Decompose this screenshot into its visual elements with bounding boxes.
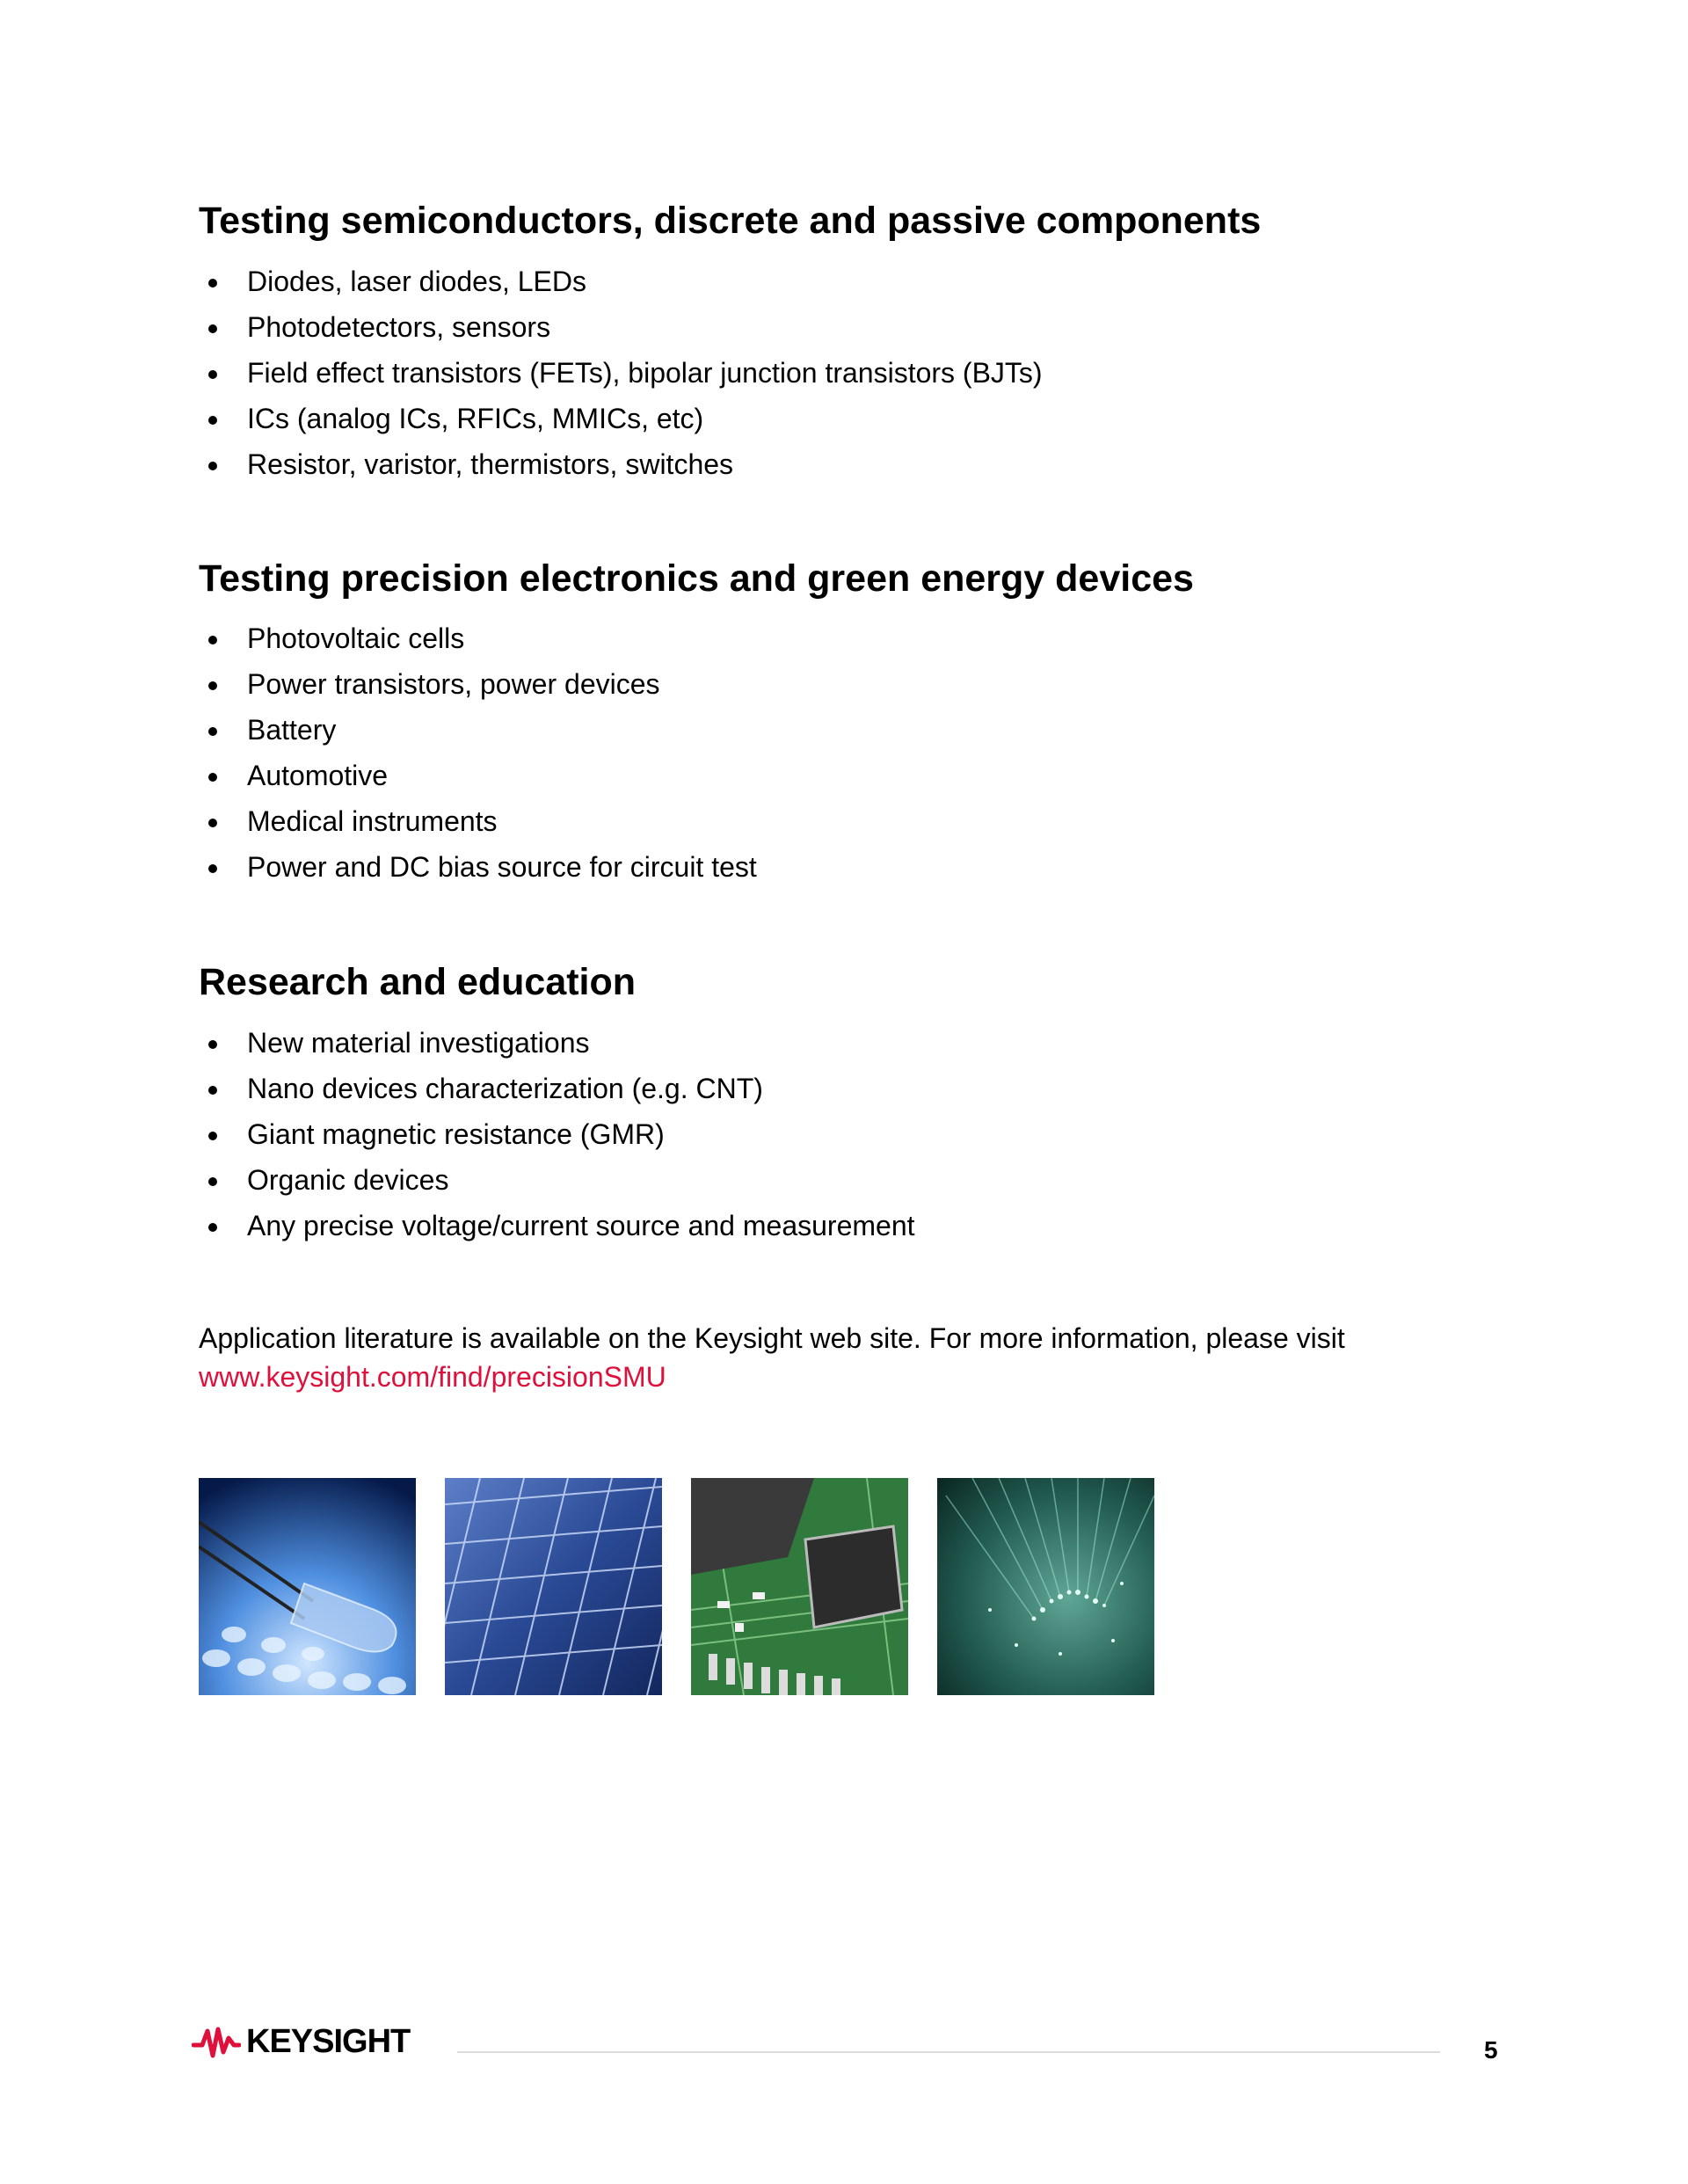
precision-smu-link[interactable]: www.keysight.com/find/precisionSMU [199,1361,666,1393]
logo-text: KEYSIGHT [246,2023,411,2060]
section-heading-semiconductors: Testing semiconductors, discrete and passive components [199,200,1262,242]
info-text: Application literature is available on the Keysight web site. For more information, please visit [199,1322,1345,1354]
list-item: ICs (analog ICs, RFICs, MMICs, etc) [199,396,1043,441]
research-list [199,1020,915,1249]
bullet-icon [208,1040,217,1049]
list-item: Medical instruments [199,798,757,844]
solar-panel-image [445,1478,662,1695]
circuit-board-image [691,1478,908,1695]
list-item: Diodes, laser diodes, LEDs [199,258,1043,304]
bullet-icon [208,727,217,736]
list-item: Any precise voltage/current source and measurement [199,1203,915,1249]
section-heading-research: Research and education [199,961,637,1003]
bullet-icon [208,324,217,333]
bullet-icon [208,636,217,644]
bullet-icon [208,773,217,782]
list-item: Photodetectors, sensors [199,304,1043,350]
bullet-icon [208,1223,217,1232]
led-image [199,1478,416,1695]
bullet-icon [208,1177,217,1186]
footer-divider [457,2051,1440,2053]
list-item: Nano devices characterization (e.g. CNT) [199,1066,915,1111]
list-item: Resistor, varistor, thermistors, switches [199,441,1043,487]
bullet-icon [208,370,217,379]
list-item: New material investigations [199,1020,915,1066]
list-item: Field effect transistors (FETs), bipolar junction transistors (BJTs) [199,350,1043,396]
bullet-icon [208,279,217,288]
section-heading-green-energy: Testing precision electronics and green energy devices [199,557,1194,600]
list-item: Organic devices [199,1157,915,1203]
bullet-icon [208,416,217,425]
green-energy-list [199,615,757,890]
bullet-icon [208,1086,217,1095]
list-item: Giant magnetic resistance (GMR) [199,1111,915,1157]
fiber-optics-image [937,1478,1154,1695]
bullet-icon [208,864,217,873]
list-item: Power transistors, power devices [199,661,757,707]
bullet-icon [208,1132,217,1140]
semiconductors-list [199,258,1043,487]
list-item: Battery [199,707,757,753]
list-item: Power and DC bias source for circuit test [199,844,757,890]
keysight-logo [192,2020,410,2063]
list-item: Photovoltaic cells [199,615,757,661]
page-number: 5 [1484,2036,1498,2064]
keysight-wave-icon [192,2024,241,2059]
bullet-icon [208,819,217,827]
bullet-icon [208,681,217,690]
list-item: Automotive [199,753,757,798]
bullet-icon [208,462,217,470]
info-paragraph [199,1319,1345,1396]
